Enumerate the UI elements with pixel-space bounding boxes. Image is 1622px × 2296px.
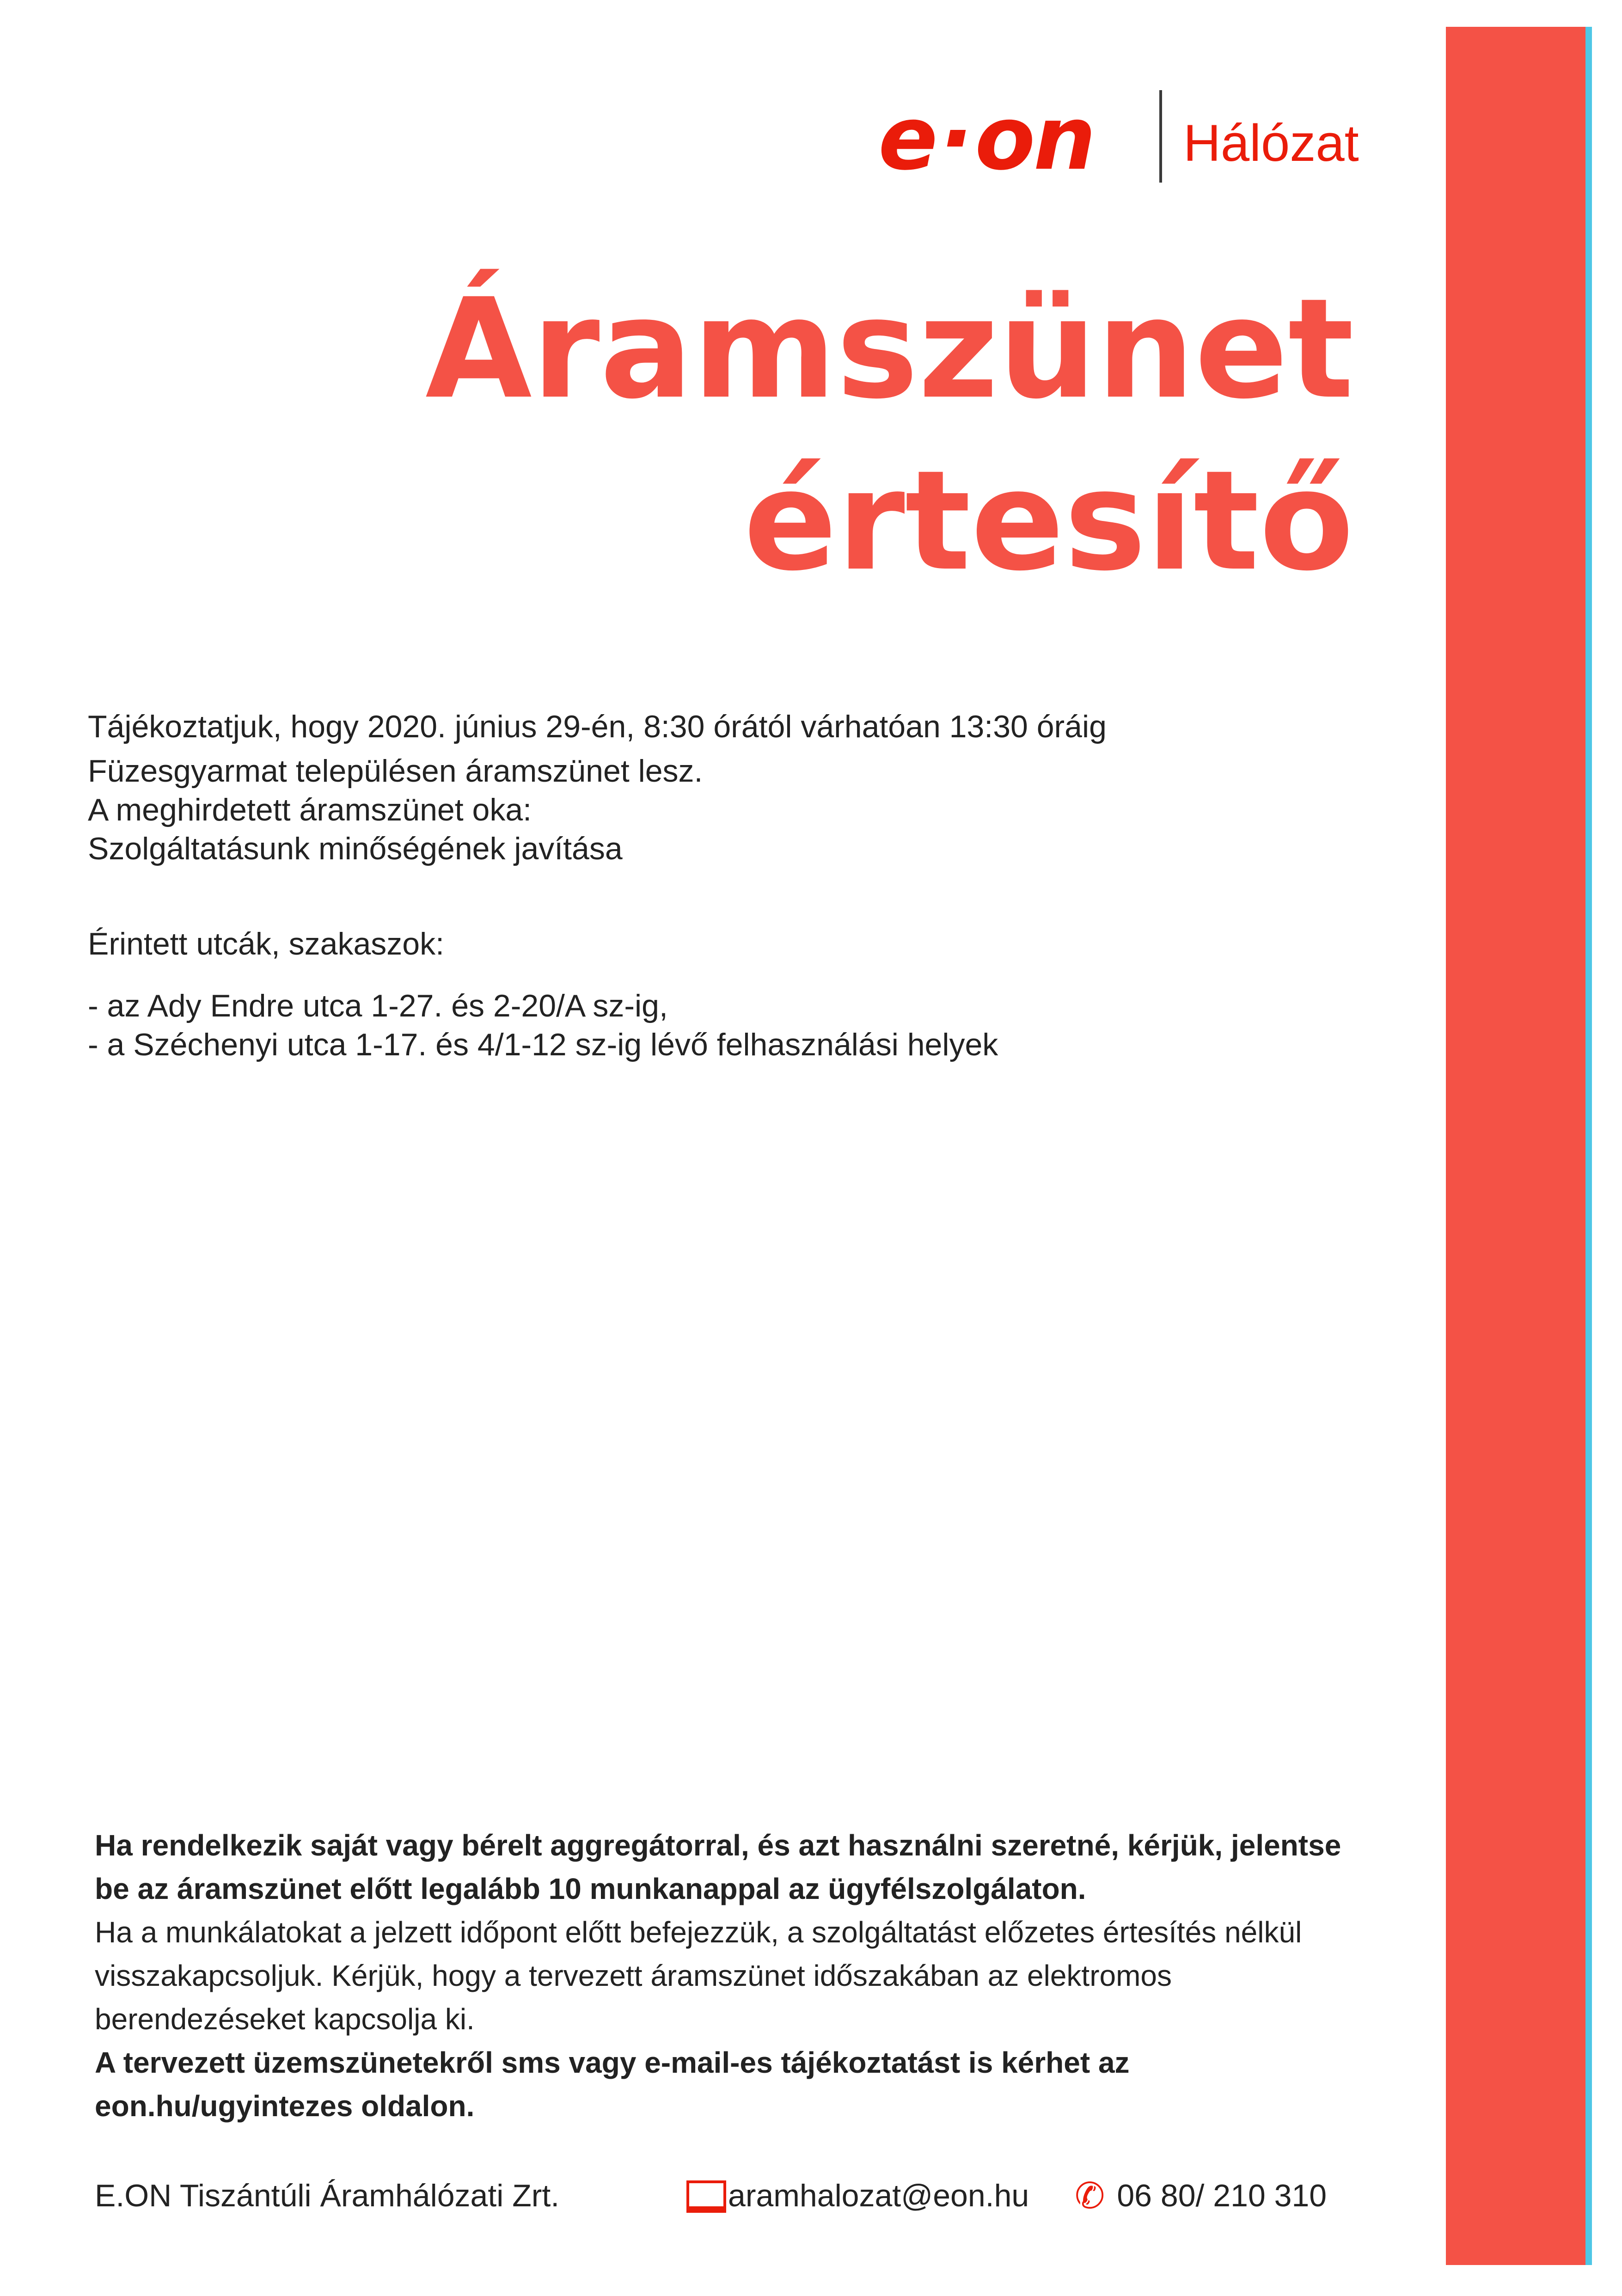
info-bold-1: Ha rendelkezik saját vagy bérelt aggregátorral, és azt használni szeretné, kérjük, jelentse be az áramszünet előtt legalább 10 munkanappal az ügyfélszolgálaton.	[95, 1829, 1341, 1905]
brand-header	[878, 88, 1359, 194]
affected-item: - az Ady Endre utca 1-27. és 2-20/A sz-ig,	[88, 988, 668, 1023]
info-bold-2: A tervezett üzemszünetekről sms vagy e-mail-es tájékoztatást is kérhet az eon.hu/ugyintezes oldalon.	[95, 2046, 1130, 2123]
affected-heading: Érintett utcák, szakaszok:	[88, 926, 444, 961]
side-accent-edge	[1585, 27, 1592, 2265]
title-line-2: értesítő	[743, 441, 1354, 601]
brand-name: Hálózat	[1183, 114, 1359, 172]
phone-contact[interactable]	[1075, 2173, 1327, 2219]
logo-letters-on: on	[975, 87, 1094, 190]
notice-line-4: Szolgáltatásunk minőségének javítása	[88, 831, 623, 866]
notice-line-3: A meghirdetett áramszünet oka:	[88, 792, 532, 827]
info-normal: Ha a munkálatokat a jelzett időpont előtt befejezzük, a szolgáltatást előzetes értesítés nélkül visszakapcsoljuk. Kérjük, hogy a tervezett áramszünet időszakában az elektromos berendezéseket kapcsolja ki.	[95, 1916, 1302, 2036]
notice-line-1: Tájékoztatjuk, hogy 2020. június 29-én, 8:30 órától várhatóan 13:30 óráig	[88, 709, 1107, 744]
envelope-icon	[686, 2180, 726, 2209]
notice-body	[88, 707, 1359, 1064]
brand-divider	[1159, 90, 1162, 183]
info-block	[95, 1824, 1343, 2128]
phone-icon: ✆	[1075, 2175, 1105, 2216]
email-contact[interactable]	[686, 2173, 1029, 2219]
affected-item: - a Széchenyi utca 1-17. és 4/1-12 sz-ig lévő felhasználási helyek	[88, 1027, 998, 1062]
company-name: E.ON Tiszántúli Áramhálózati Zrt.	[95, 2178, 560, 2213]
title-line-1: Áramszünet	[425, 269, 1354, 429]
eon-logo	[878, 87, 1094, 190]
email-address[interactable]: aramhalozat@eon.hu	[728, 2178, 1029, 2213]
logo-dot: ·	[939, 87, 972, 190]
footer	[95, 2173, 1361, 2223]
notice-line-2: Füzesgyarmat településen áramszünet lesz.	[88, 753, 703, 789]
logo-letter-e: e	[878, 87, 936, 190]
phone-number[interactable]: 06 80/ 210 310	[1117, 2178, 1327, 2213]
side-accent-bar	[1446, 27, 1585, 2265]
page-title	[425, 263, 1354, 607]
